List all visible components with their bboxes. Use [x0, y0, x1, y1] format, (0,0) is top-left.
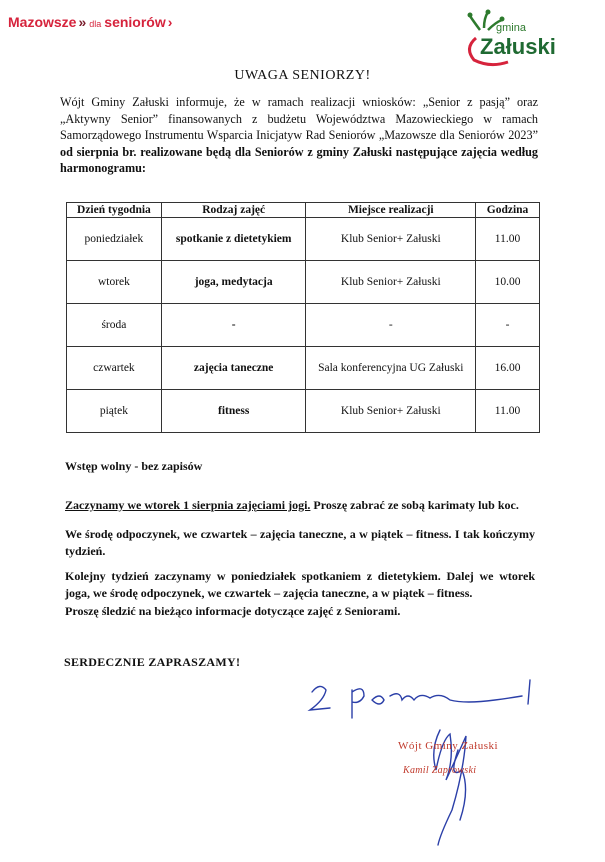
- logo-gmina-text: gmina: [496, 22, 526, 34]
- entry-note: Wstęp wolny - bez zapisów: [65, 459, 203, 473]
- next-week-paragraph: Kolejny tydzień zaczynamy w poniedziałek spotkaniem z dietetykiem. Dalej we wtorek joga, we środę odpoczynek, we czwartek – zajęcia taneczne, a w piątek – fitness.: [65, 569, 535, 600]
- cell-day: piątek: [67, 390, 162, 433]
- cell-place: -: [306, 304, 476, 347]
- cell-place: Sala konferencyjna UG Załuski: [306, 347, 476, 390]
- cell-activity: joga, medytacja: [161, 261, 306, 304]
- chevron-right-icon: ›: [167, 14, 173, 30]
- cell-activity: fitness: [161, 390, 306, 433]
- cell-activity: spotkanie z dietetykiem: [161, 218, 306, 261]
- cell-activity: -: [161, 304, 306, 347]
- column-header-activity: Rodzaj zajęć: [161, 203, 306, 218]
- table-row: [67, 390, 540, 433]
- week-one-paragraph: We środę odpoczynek, we czwartek – zajęcia taneczne, a w piątek – fitness. I tak kończymy tydzień.: [65, 527, 535, 558]
- double-chevron-icon: »: [78, 14, 85, 30]
- logo-mazowsze-text: Mazowsze: [8, 14, 77, 30]
- intro-text: Wójt Gminy Załuski informuje, że w ramach realizacji wniosków: „Senior z pasją” oraz „Aktywny Senior” finansowanych z budżetu Województwa Mazowieckiego w ramach Samorządowego Instrumentu Wsparcia Inicjatyw Rad Seniorów „Mazowsze dla Seniorów 2023”: [60, 95, 538, 142]
- table-row: [67, 304, 540, 347]
- stamp-name: Kamil Zaprowski: [403, 765, 477, 776]
- page-title: UWAGA SENIORZY!: [234, 68, 371, 83]
- cell-activity: zajęcia taneczne: [161, 347, 306, 390]
- gmina-zaluski-logo: [450, 8, 590, 68]
- intro-paragraph: [60, 94, 538, 177]
- cell-time: 11.00: [476, 218, 540, 261]
- table-row: [67, 218, 540, 261]
- closing-invitation: SERDECZNIE ZAPRASZAMY!: [64, 655, 241, 669]
- column-header-place: Miejsce realizacji: [306, 203, 476, 218]
- column-header-time: Godzina: [476, 203, 540, 218]
- cell-place: Klub Senior+ Załuski: [306, 390, 476, 433]
- cell-time: 10.00: [476, 261, 540, 304]
- cell-day: poniedziałek: [67, 218, 162, 261]
- table-row: [67, 261, 540, 304]
- cell-place: Klub Senior+ Załuski: [306, 218, 476, 261]
- intro-bold-text: od sierpnia br. realizowane będą dla Seniorów z gminy Załuski następujące zajęcia według harmonogramu:: [60, 144, 538, 175]
- cell-place: Klub Senior+ Załuski: [306, 261, 476, 304]
- column-header-day: Dzień tygodnia: [67, 203, 162, 218]
- cell-time: -: [476, 304, 540, 347]
- logo-zaluski-text: Załuski: [480, 34, 556, 59]
- cell-time: 11.00: [476, 390, 540, 433]
- stamp-title: Wójt Gminy Załuski: [398, 740, 499, 752]
- start-paragraph: [65, 497, 550, 514]
- handwritten-signature: [290, 670, 550, 850]
- schedule-table: [66, 202, 540, 433]
- cell-day: wtorek: [67, 261, 162, 304]
- logo-seniorow-text: seniorów: [104, 14, 166, 30]
- start-underlined-text: Zaczynamy we wtorek 1 sierpnia zajęciami jogi.: [65, 498, 311, 512]
- cell-time: 16.00: [476, 347, 540, 390]
- follow-info-paragraph: Proszę śledzić na bieżąco informacje dotyczące zajęć z Seniorami.: [65, 604, 401, 618]
- table-header-row: [67, 203, 540, 218]
- start-rest-text: Proszę zabrać ze sobą karimaty lub koc.: [310, 498, 519, 512]
- cell-day: środa: [67, 304, 162, 347]
- cell-day: czwartek: [67, 347, 162, 390]
- mazowsze-dla-seniorow-logo: [8, 14, 172, 30]
- logo-dla-text: dla: [89, 19, 102, 29]
- table-row: [67, 347, 540, 390]
